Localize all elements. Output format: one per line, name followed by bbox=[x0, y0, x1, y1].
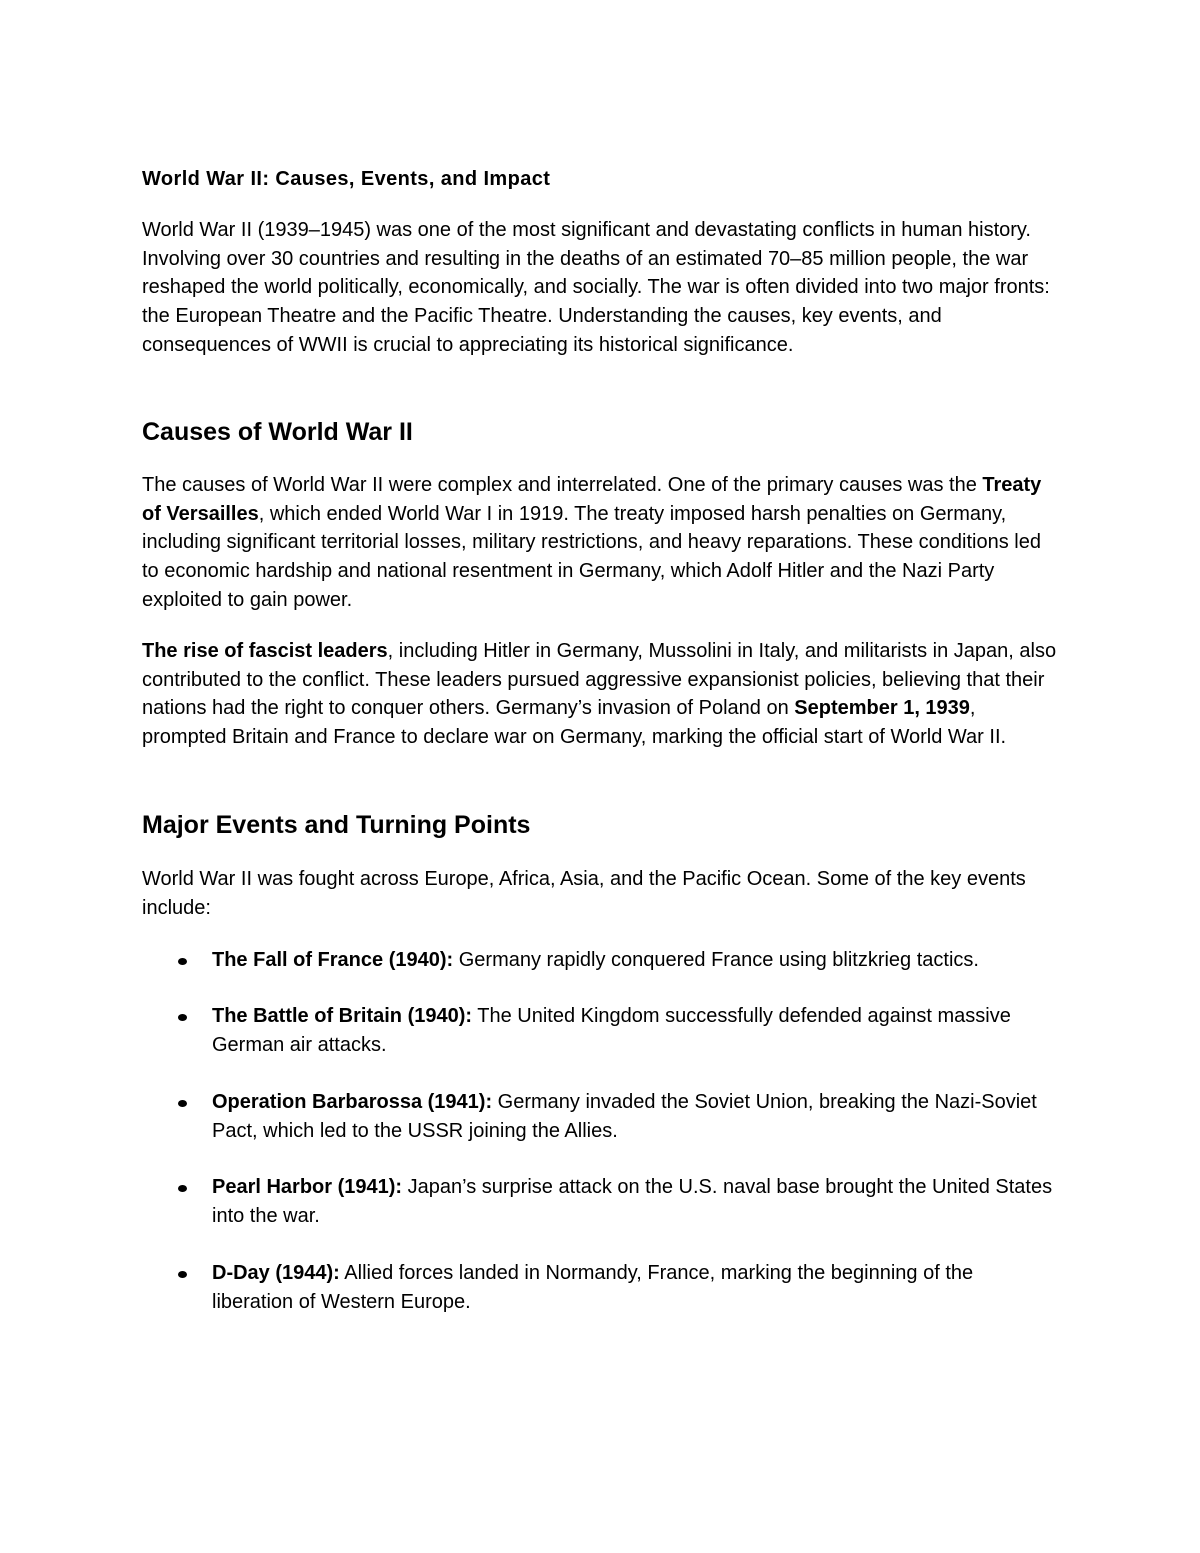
rise-of-fascist-leaders-bold: The rise of fascist leaders bbox=[142, 640, 388, 662]
list-item-text bbox=[212, 1002, 1057, 1059]
causes-paragraph-1 bbox=[142, 471, 1057, 615]
document-title: World War II: Causes, Events, and Impact bbox=[142, 168, 551, 190]
list-item-description: Allied forces landed in Normandy, France, marking the beginning of the liberation of Western Europe. bbox=[212, 1262, 974, 1313]
list-item-text bbox=[212, 946, 1057, 975]
causes-p1-text-end: , which ended World War I in 1919. The treaty imposed harsh penalties on Germany, including significant territorial losses, military restrictions, and heavy reparations. These conditions led to economic hardship and national resentment in Germany, which Adolf Hitler and the Nazi Party exploited to gain power. bbox=[142, 502, 1041, 611]
invasion-date-bold: September 1, 1939 bbox=[794, 697, 970, 720]
list-item-label: The Fall of France (1940): bbox=[212, 949, 454, 971]
causes-p1-text-start: The causes of World War II were complex and interrelated. One of the primary causes was the bbox=[142, 474, 983, 496]
list-item-text bbox=[212, 1088, 1057, 1145]
list-item-description: Germany invaded the Soviet Union, breaking the Nazi-Soviet Pact, which led to the USSR joining the Allies. bbox=[212, 1091, 1037, 1142]
list-item-description: The United Kingdom successfully defended against massive German air attacks. bbox=[212, 1005, 1011, 1056]
list-item-text bbox=[212, 1173, 1057, 1230]
list-item-label: D-Day (1944): bbox=[212, 1262, 340, 1284]
bullet-icon bbox=[178, 1185, 187, 1192]
causes-p2-text-end: , prompted Britain and France to declare war on Germany, marking the official start of World War II. bbox=[142, 697, 1007, 749]
list-item-description: Japan’s surprise attack on the U.S. naval base brought the United States into the war. bbox=[212, 1176, 1053, 1227]
bullet-icon bbox=[178, 1014, 187, 1021]
causes-paragraph-2 bbox=[142, 637, 1057, 752]
list-item-label: Operation Barbarossa (1941): bbox=[212, 1091, 493, 1113]
bullet-icon bbox=[178, 1100, 187, 1107]
intro-paragraph: World War II (1939–1945) was one of the most significant and devastating conflicts in human history. Involving over 30 countries and resulting in the deaths of an estimated 70–85 million people, the war reshaped the world politically, economically, and socially. The war is often divided into two major fronts: the European Theatre and the Pacific Theatre. Understanding the causes, key events, and consequences of WWII is crucial to appreciating its historical significance. bbox=[142, 219, 1050, 356]
causes-heading: Causes of World War II bbox=[142, 418, 413, 446]
list-item-description: Germany rapidly conquered France using blitzkrieg tactics. bbox=[453, 949, 979, 971]
events-heading: Major Events and Turning Points bbox=[142, 811, 531, 839]
list-item-text bbox=[212, 1259, 1057, 1316]
list-item-label: Pearl Harbor (1941): bbox=[212, 1176, 403, 1198]
list-item-label: The Battle of Britain (1940): bbox=[212, 1005, 473, 1027]
events-intro-paragraph: World War II was fought across Europe, Africa, Asia, and the Pacific Ocean. Some of the key events include: bbox=[142, 868, 1026, 919]
causes-p2-text-middle: , including Hitler in Germany, Mussolini in Italy, and militarists in Japan, also contributed to the conflict. These leaders pursued aggressive expansionist policies, believing that their nations had the right to conquer others. Germany’s invasion of Poland on bbox=[142, 640, 1057, 720]
bullet-icon bbox=[178, 1271, 187, 1278]
treaty-of-versailles-bold: Treaty of Versailles bbox=[142, 474, 1042, 525]
bullet-icon bbox=[178, 958, 187, 965]
